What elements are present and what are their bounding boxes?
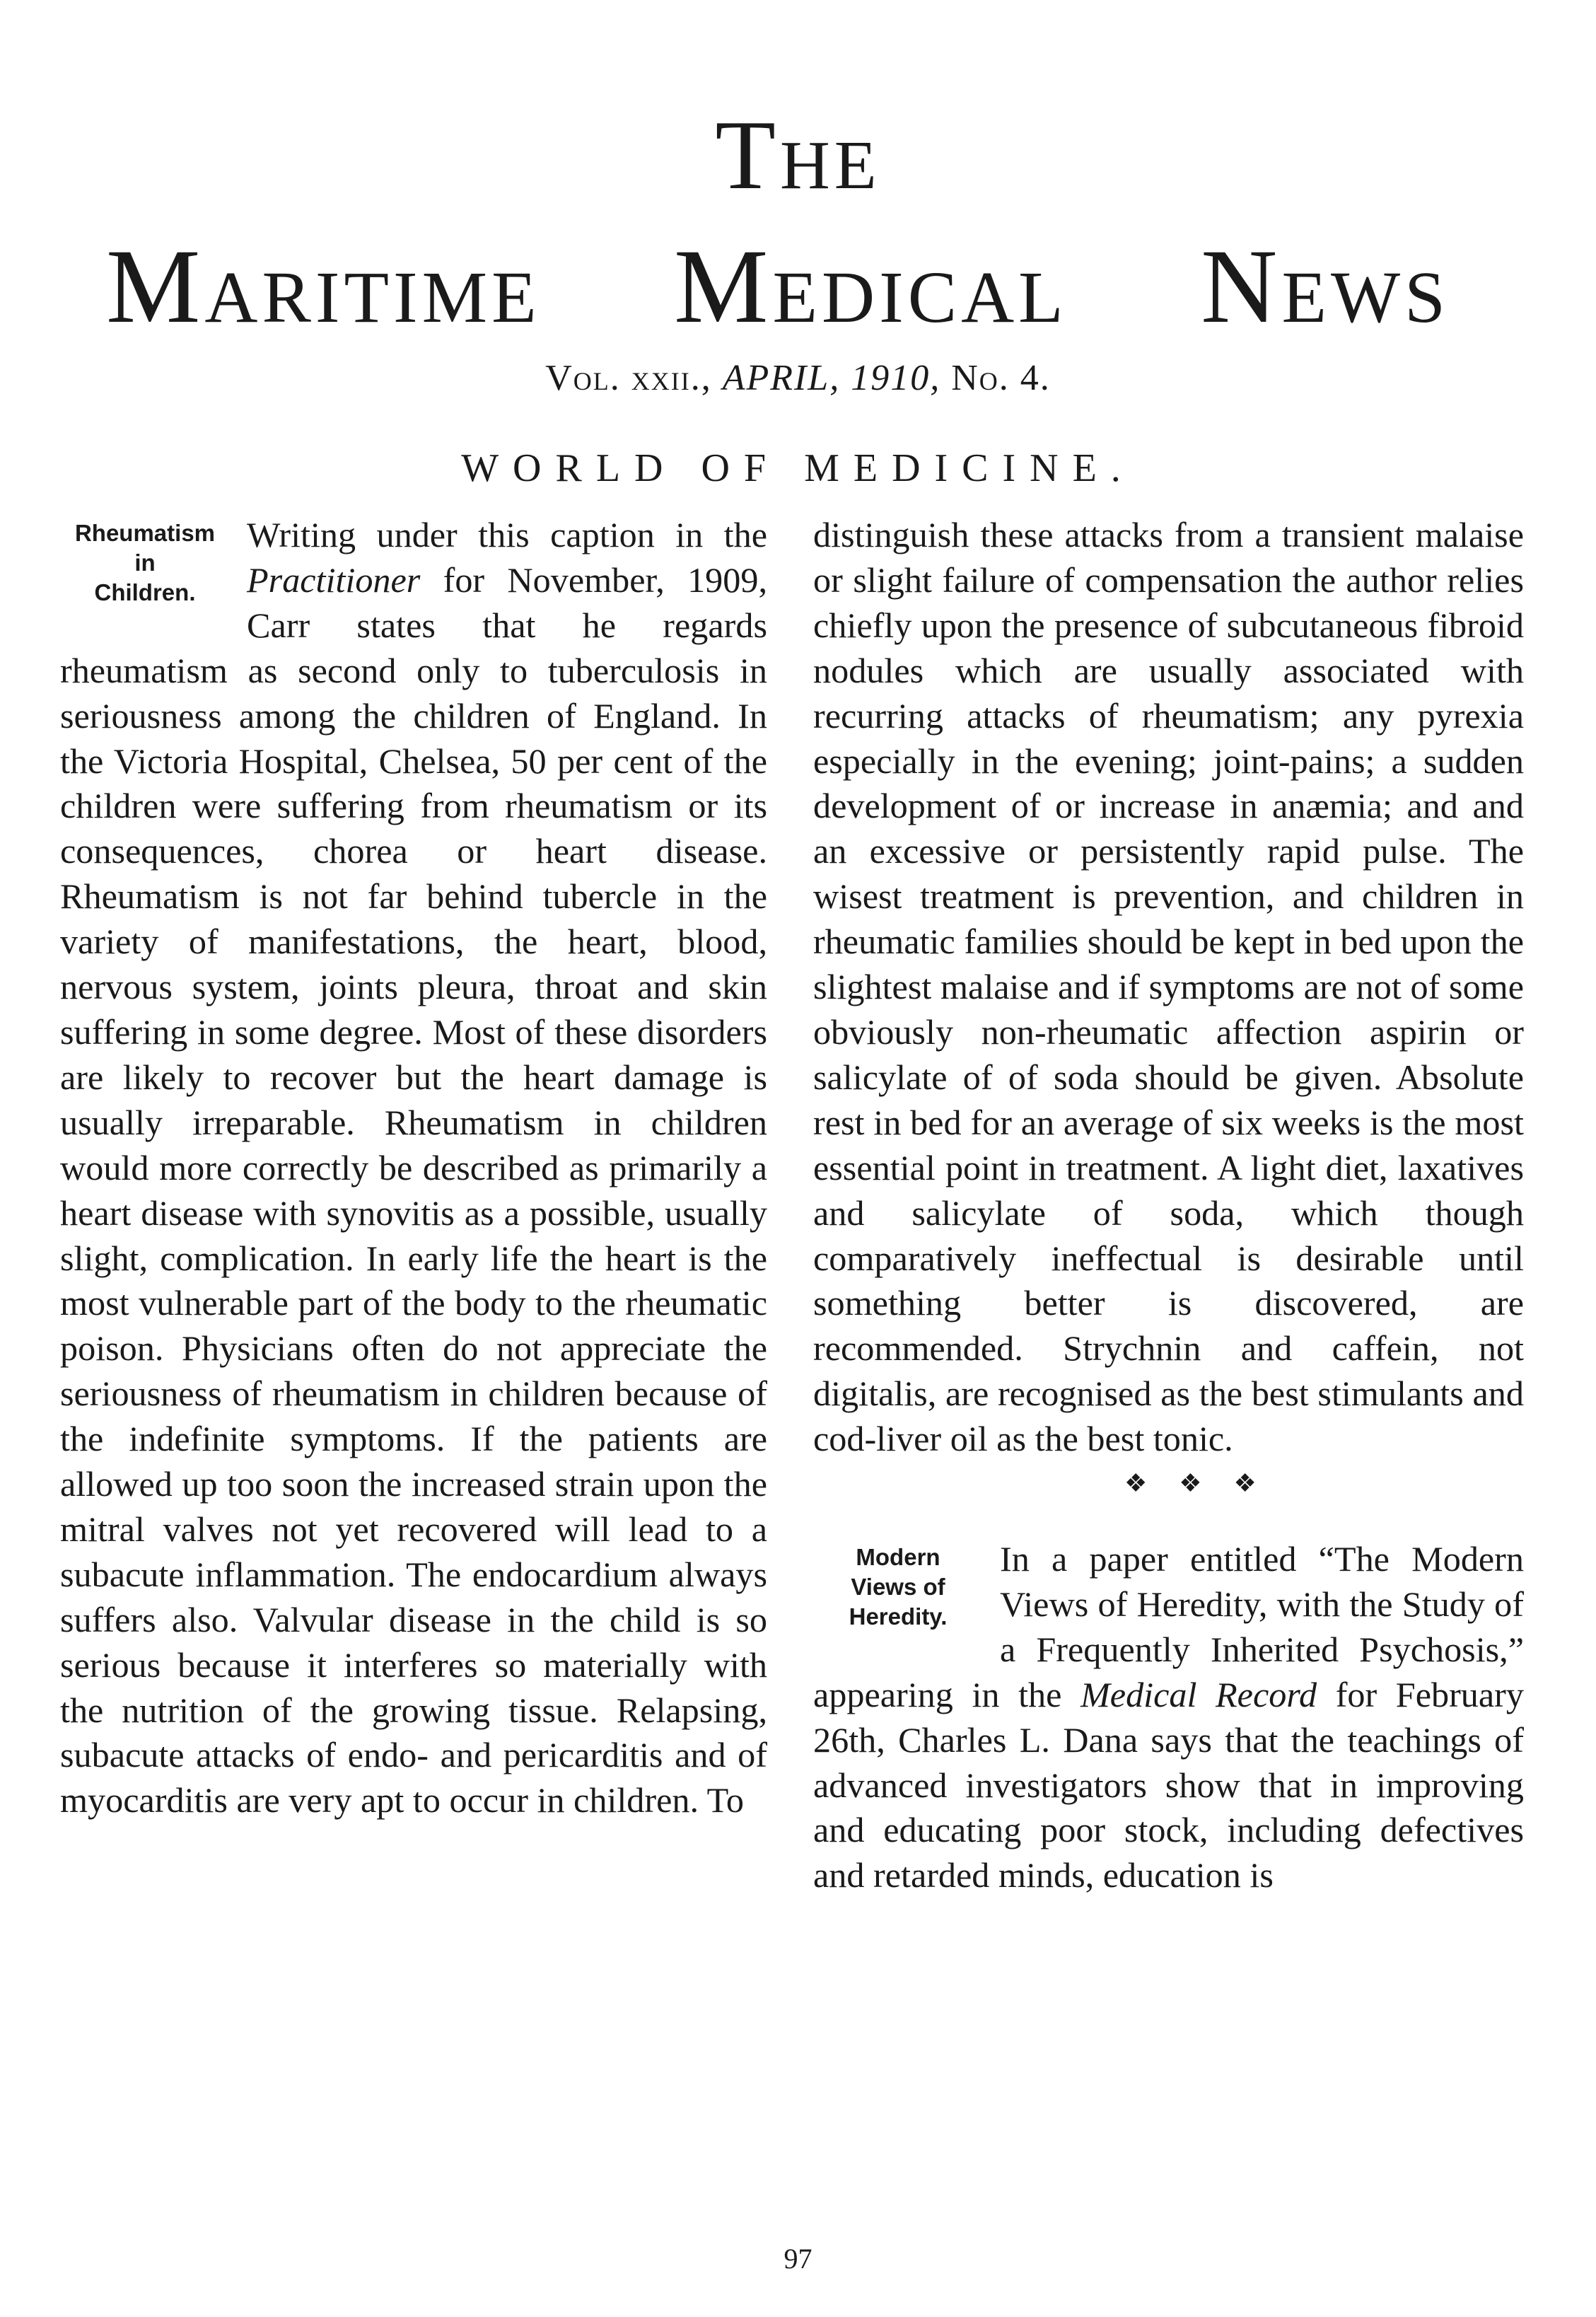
- sidenote-rheumatism-in-children: [60, 518, 230, 608]
- sidenote-modern-views-of-heredity: [813, 1543, 983, 1632]
- sidenote-line: Views of: [851, 1574, 945, 1601]
- masthead-the-initial: T: [715, 100, 780, 210]
- title-word-news: [1201, 228, 1450, 345]
- sidenote-line: Children.: [94, 579, 196, 605]
- article-text: for November, 1909, Carr states that he regards rheumatism as second only to tuberculosis in seriousness among the children of England. In the Victoria Hospital, Chelsea, 50 per cent of the children were suffering from rheumatism or its consequences, chorea or heart disease. Rheumatism is not far behind tubercle in the variety of manifestations, the heart, blood, nervous system, joints pleura, throat and skin suffering in some degree. Most of these disorders are likely to recover but the heart damage is usually irreparable. Rheumatism in children would more correctly be described as primarily a heart disease with synovitis as a possible, usually slight, complication. In early life the heart is the most vulnerable part of the body to the rheumatic poison. Physicians often do not appreciate the seriousness of rheumatism in children because of the indefinite symptoms. If the patients are allowed up too soon the increased strain upon the mitral valves not yet recovered will lead to a subacute inflammation. The endocardium always suffers also. Valvular disease in the child is so serious because it interferes so materially with the nutrition of the growing tissue. Relapsing, subacute attacks of endo- and pericarditis and of myocarditis are very apt to occur in children. To: [60, 559, 767, 1820]
- section-title: WORLD OF MEDICINE.: [461, 446, 1135, 490]
- title-initial: M: [674, 228, 773, 345]
- left-column: [60, 513, 767, 1823]
- journal-title: [106, 228, 1450, 345]
- title-word-maritime: [106, 228, 541, 345]
- title-initial: M: [106, 228, 205, 345]
- sidenote-line: Heredity.: [849, 1603, 948, 1630]
- issue-number: No. 4.: [951, 358, 1051, 398]
- source-title: Practitioner: [247, 559, 421, 600]
- title-rest: EWS: [1281, 257, 1450, 338]
- article-rheumatism-body: [60, 513, 767, 1823]
- article-heredity: [813, 1537, 1524, 1898]
- volume-label: Vol. xxii.,: [545, 358, 712, 398]
- sidenote-line: Modern: [856, 1544, 940, 1571]
- article-text: In a paper entitled “The Modern Views of Heredity, with the Study of a Frequently Inherited Psychosis,” appearing in the: [813, 1539, 1524, 1714]
- volume-line: [0, 357, 1596, 399]
- title-word-medical: [674, 228, 1068, 345]
- sidenote-line: Rheumatism: [74, 520, 216, 546]
- article-text: for February 26th, Charles L. Dana says that the teachings of advanced investigators show that in improving and educating poor stock, including defectives and retarded minds, education is: [813, 1674, 1524, 1895]
- right-column: [813, 513, 1524, 1898]
- article-rheumatism-continuation: distinguish these attacks from a transient malaise or slight failure of compensation the author relies chiefly upon the presence of subcutaneous fibroid nodules which are usually associated with recurring attacks of rheumatism; any pyrexia especially in the evening; joint-pains; a sudden development of or increase in anæmia; and and an excessive or persistently rapid pulse. The wisest treatment is prevention, and children in rheumatic families should be kept in bed upon the slightest malaise and if symptoms are not of some obviously non-rheumatic affection aspirin or salicylate of of soda should be given. Absolute rest in bed for an average of six weeks is the most essential point in treatment. A light diet, laxatives and salicylate of soda, which though comparatively ineffectual is desirable until something better is discovered, are recommended. Strychnin and caffein, not digitalis, are recognised as the best stimulants and cod-liver oil as the best tonic.: [813, 515, 1524, 1459]
- title-initial: N: [1201, 228, 1282, 345]
- sidenote-line: in: [134, 550, 156, 576]
- masthead-the: [0, 100, 1596, 210]
- section-separator: ❖ ❖ ❖: [1124, 1469, 1269, 1498]
- title-rest: ARITIME: [204, 257, 541, 338]
- title-rest: EDICAL: [772, 257, 1068, 338]
- page-number: 97: [784, 2243, 812, 2275]
- issue-date: APRIL, 1910,: [722, 358, 941, 398]
- article-text: Writing under this caption in the: [247, 515, 767, 554]
- masthead-the-rest: HE: [779, 127, 881, 204]
- source-title: Medical Record: [1080, 1674, 1317, 1714]
